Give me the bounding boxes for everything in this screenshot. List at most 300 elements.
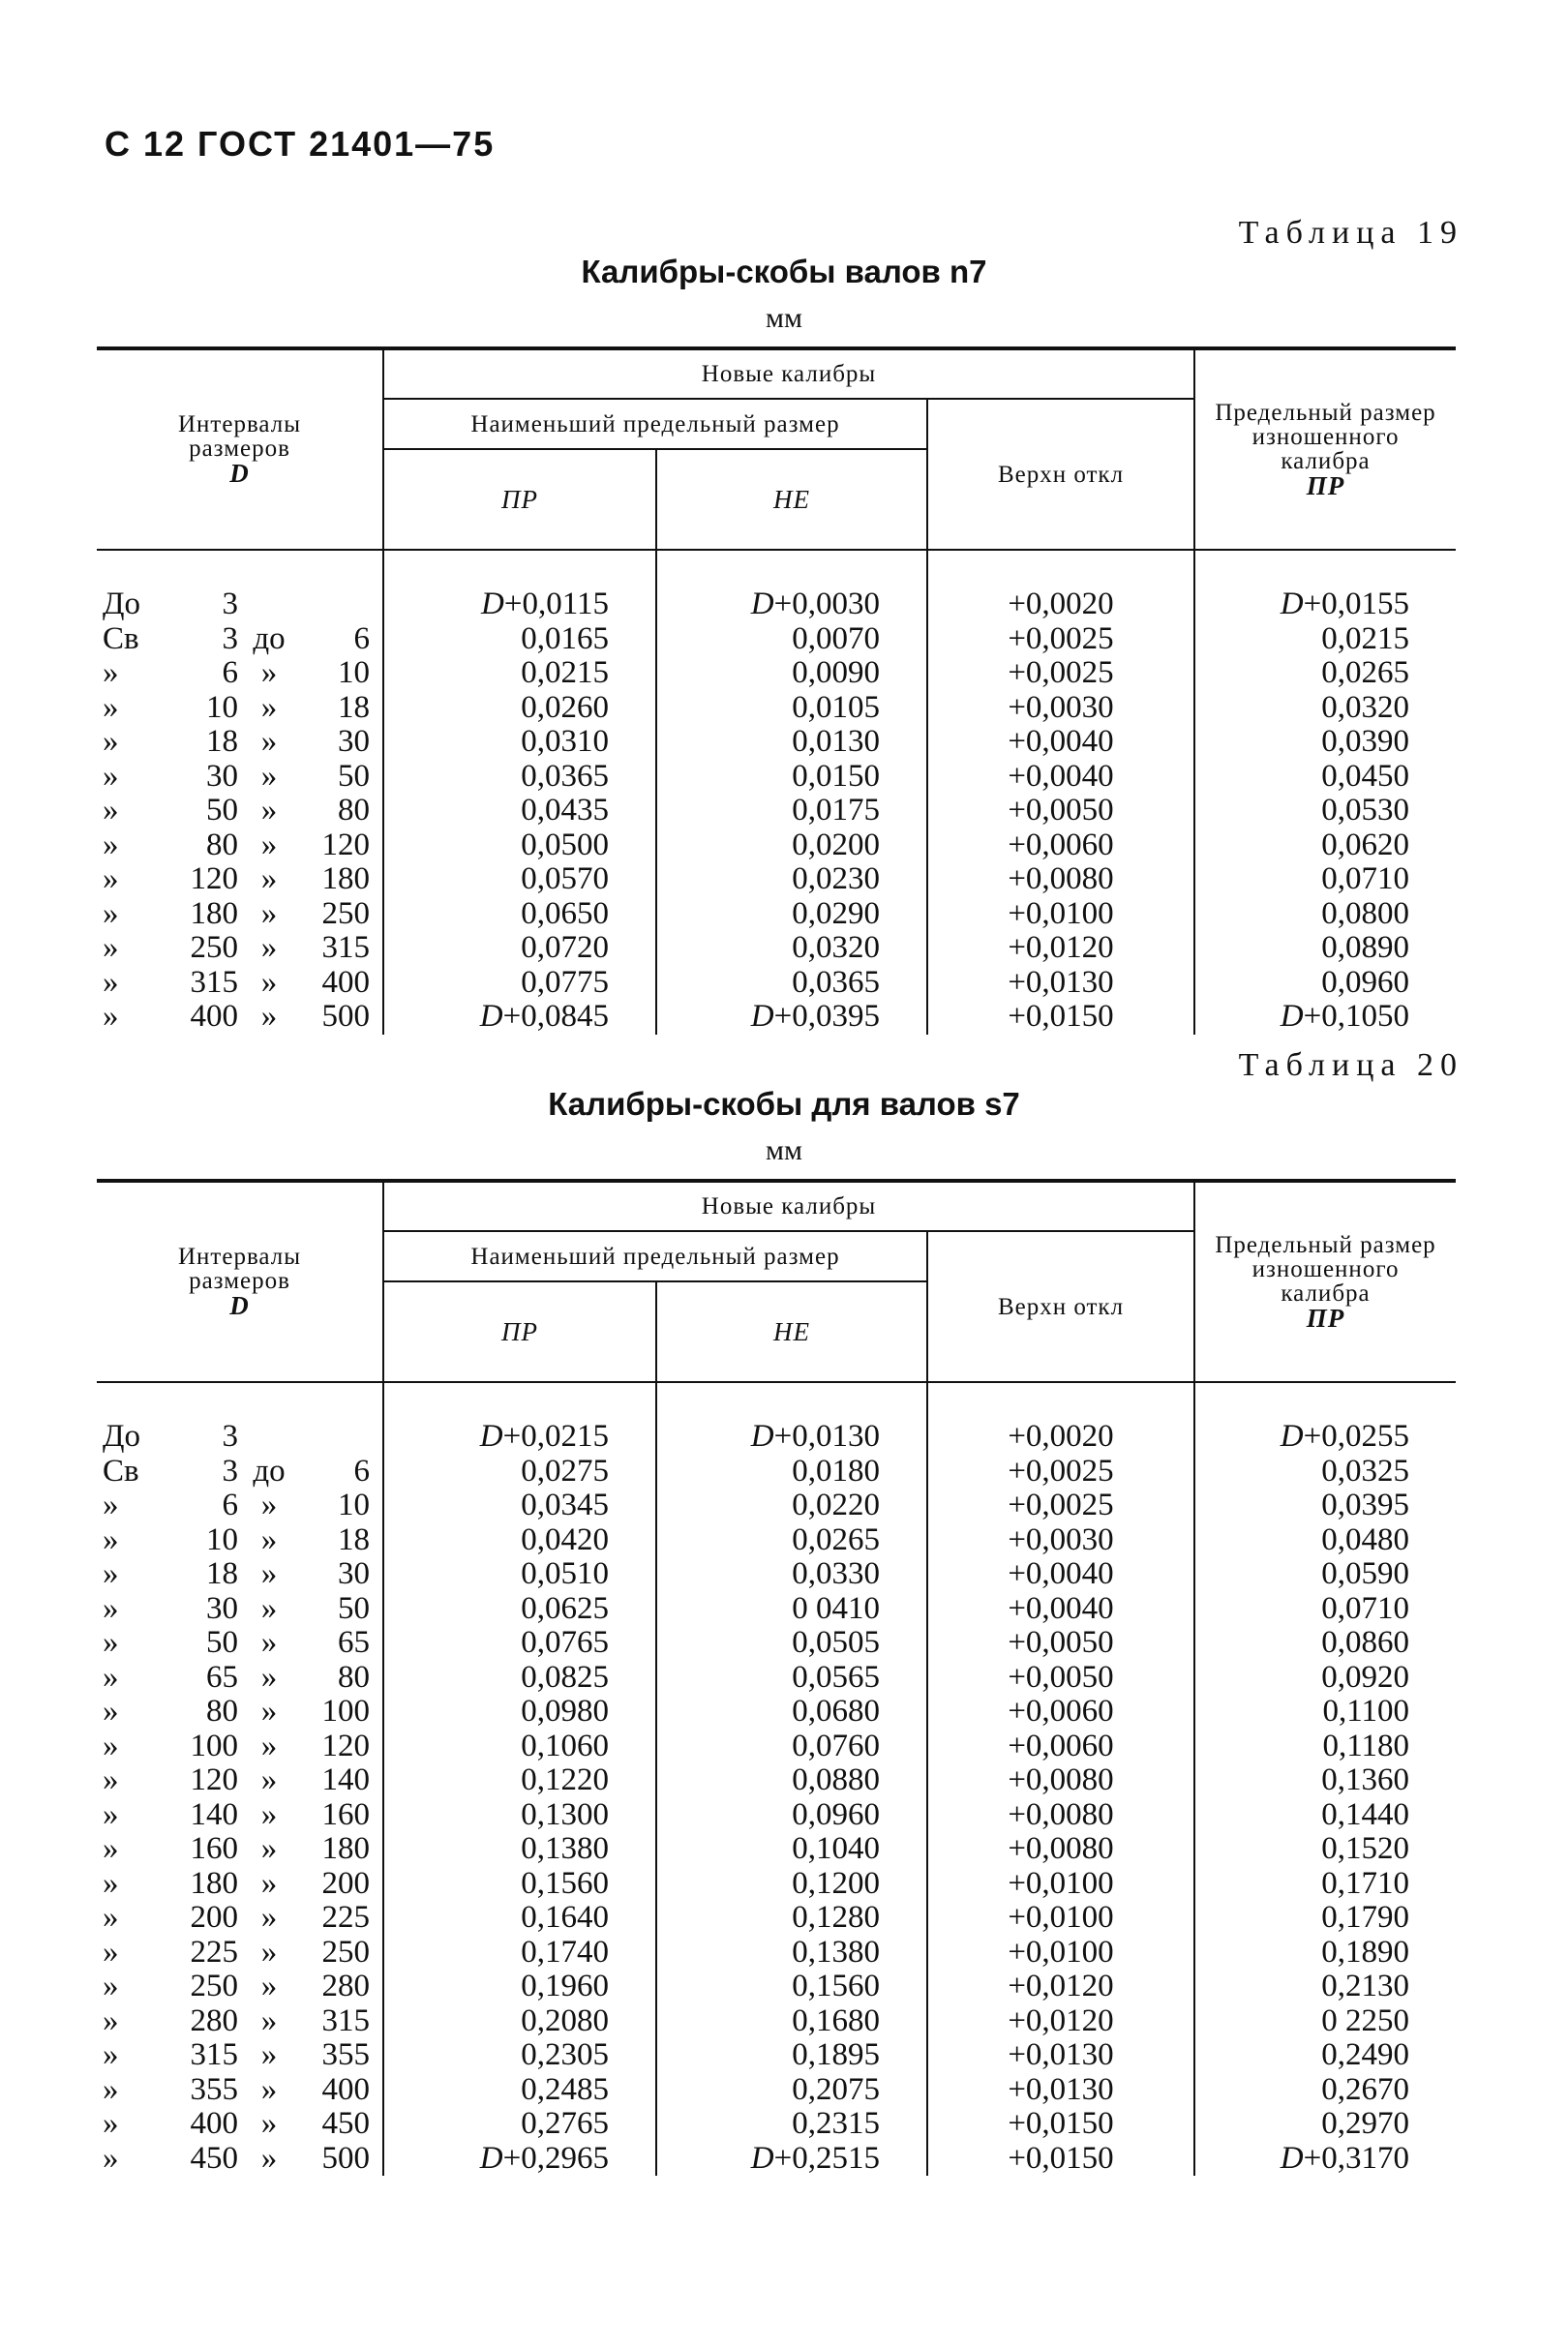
table-row — [97, 691, 1456, 726]
pr-value: 0,1560 — [383, 1867, 656, 1902]
upper-dev-value: +0,0060 — [927, 1695, 1194, 1730]
upper-dev-value: +0,0040 — [927, 1557, 1194, 1592]
pr-value — [383, 1382, 656, 1455]
interval-from: 100 — [190, 1728, 238, 1763]
interval-cell — [97, 794, 383, 828]
upper-dev-value: +0,0050 — [927, 1661, 1194, 1696]
ne-value: 0,0565 — [656, 1661, 927, 1696]
table-row — [97, 2004, 1456, 2039]
size-symbol: D — [1280, 587, 1304, 621]
pr-value: 0,2080 — [383, 2004, 656, 2039]
interval-sep: » — [260, 1900, 278, 1935]
pr-value — [383, 2142, 656, 2177]
interval-cell — [97, 1730, 383, 1764]
interval-to: 50 — [338, 758, 370, 794]
interval-range — [103, 691, 370, 726]
interval-range — [103, 862, 370, 897]
interval-range — [103, 725, 370, 760]
size-symbol: D — [481, 587, 504, 621]
pr-value: 0,1740 — [383, 1936, 656, 1971]
interval-cell — [97, 1798, 383, 1833]
interval-from: 10 — [206, 1521, 238, 1557]
worn-value: 0,0265 — [1321, 655, 1410, 690]
worn-value: 0,2970 — [1321, 2106, 1410, 2141]
interval-from: 180 — [190, 895, 238, 931]
interval-range — [103, 1455, 370, 1490]
interval-sep: » — [260, 1590, 278, 1626]
interval-to: 30 — [338, 1556, 370, 1591]
interval-cell — [97, 1832, 383, 1867]
interval-sep: » — [260, 1659, 278, 1695]
interval-to: 10 — [338, 1488, 370, 1522]
pr-value: 0,0650 — [383, 897, 656, 932]
value-text: +0,1050 — [1303, 999, 1410, 1034]
ne-value: 0,0760 — [656, 1730, 927, 1764]
interval-to: 100 — [321, 1694, 370, 1729]
interval-from: 315 — [190, 2037, 238, 2072]
interval-to: 80 — [338, 793, 370, 828]
value-text: +0,2965 — [502, 2140, 609, 2176]
worn-value — [1194, 550, 1456, 622]
interval-range — [103, 1489, 370, 1523]
worn-value: 0,0800 — [1321, 895, 1410, 931]
interval-to: 120 — [321, 1728, 370, 1763]
upper-dev-value: +0,0030 — [927, 1523, 1194, 1558]
pr-value: 0,2305 — [383, 2038, 656, 2073]
interval-sep: » — [260, 1762, 278, 1797]
interval-sep: » — [260, 1796, 278, 1832]
intervals-header: Интервалы размеров D — [97, 348, 383, 550]
pr-value: 0,1220 — [383, 1763, 656, 1798]
interval-range — [103, 1592, 370, 1627]
size-symbol: D — [1280, 1419, 1304, 1454]
ne-value: 0,0070 — [656, 622, 927, 657]
min-limit-header: Наименьший предельный размер — [383, 1231, 927, 1281]
upper-dev-value: +0,0040 — [927, 1592, 1194, 1627]
interval-cell — [97, 1867, 383, 1902]
page-header: С 12 ГОСТ 21401—75 — [105, 124, 496, 164]
pr-value: 0,0500 — [383, 828, 656, 863]
ne-value: 0,0330 — [656, 1557, 927, 1592]
interval-prefix: » — [103, 689, 119, 725]
interval-from: 3 — [222, 1453, 238, 1489]
table-20 — [97, 1179, 1456, 2176]
table-row — [97, 1695, 1456, 1730]
pr-value — [383, 550, 656, 622]
table-19 — [97, 346, 1456, 1035]
table-row — [97, 1592, 1456, 1627]
new-gauges-header: Новые калибры — [383, 348, 1194, 399]
interval-cell — [97, 1455, 383, 1490]
ne-value: 0,1040 — [656, 1832, 927, 1867]
interval-prefix: » — [103, 1900, 119, 1935]
ne-value: 0,0290 — [656, 897, 927, 932]
worn-value: 0,0860 — [1321, 1625, 1410, 1660]
table-row — [97, 1867, 1456, 1902]
ne-value: 0,0230 — [656, 862, 927, 897]
ne-value — [656, 1000, 927, 1035]
worn-value: 0,0325 — [1321, 1453, 1410, 1489]
interval-prefix: Св — [103, 620, 139, 656]
interval-prefix: Св — [103, 1453, 139, 1489]
interval-range — [103, 1695, 370, 1730]
interval-range — [103, 931, 370, 966]
worn-value: 0,0960 — [1321, 964, 1410, 1000]
interval-range — [103, 1557, 370, 1592]
upper-dev-value: +0,0020 — [927, 1382, 1194, 1455]
pr-value: 0,2485 — [383, 2073, 656, 2108]
interval-prefix: » — [103, 1796, 119, 1832]
interval-to: 225 — [321, 1900, 370, 1935]
interval-range — [103, 760, 370, 795]
upper-dev-value: +0,0050 — [927, 1626, 1194, 1661]
pr-value: 0,1060 — [383, 1730, 656, 1764]
value-text: +0,0030 — [773, 587, 880, 621]
table-row — [97, 1970, 1456, 2004]
upper-dev-value: +0,0030 — [927, 691, 1194, 726]
upper-dev-value: +0,0025 — [927, 1455, 1194, 1490]
interval-to: 315 — [321, 2002, 370, 2038]
interval-prefix: До — [103, 587, 141, 621]
interval-to: 250 — [321, 1934, 370, 1970]
upper-dev-header: Верхн откл — [927, 1231, 1194, 1382]
table-20-label: Таблица 20 — [1238, 1047, 1463, 1083]
pr-value: 0,1640 — [383, 1901, 656, 1936]
interval-from: 450 — [190, 2140, 238, 2176]
worn-value: 0 2250 — [1321, 2002, 1410, 2038]
interval-sep: » — [260, 724, 278, 759]
interval-prefix: » — [103, 999, 119, 1034]
interval-from: 18 — [206, 724, 238, 759]
interval-cell — [97, 1661, 383, 1696]
ne-value: 0,0680 — [656, 1695, 927, 1730]
interval-sep: » — [260, 861, 278, 896]
upper-dev-value: +0,0150 — [927, 2107, 1194, 2142]
worn-value: 0,0320 — [1321, 689, 1410, 725]
interval-to: 400 — [321, 2071, 370, 2107]
size-symbol: D — [479, 2140, 503, 2176]
interval-range — [103, 1420, 370, 1455]
interval-range — [103, 2004, 370, 2039]
interval-to: 160 — [321, 1796, 370, 1832]
upper-dev-value: +0,0020 — [927, 550, 1194, 622]
size-symbol: D — [750, 587, 774, 621]
interval-sep: » — [260, 827, 278, 862]
interval-sep: » — [260, 689, 278, 725]
interval-cell — [97, 2142, 383, 2177]
worn-value: 0,2670 — [1321, 2071, 1410, 2107]
size-symbol: D — [750, 2140, 774, 2176]
interval-range — [103, 897, 370, 932]
interval-to: 6 — [353, 1453, 370, 1489]
interval-prefix: » — [103, 1865, 119, 1901]
interval-range — [103, 828, 370, 863]
interval-sep: » — [260, 1831, 278, 1866]
interval-prefix: » — [103, 2140, 119, 2176]
interval-from: 120 — [190, 1762, 238, 1797]
pr-header: ПР — [383, 1281, 656, 1382]
worn-value: 0,0710 — [1321, 861, 1410, 896]
interval-cell — [97, 1523, 383, 1558]
upper-dev-value: +0,0130 — [927, 2038, 1194, 2073]
ne-value: 0,1380 — [656, 1936, 927, 1971]
ne-value — [656, 1382, 927, 1455]
table-row — [97, 1901, 1456, 1936]
new-gauges-header: Новые калибры — [383, 1181, 1194, 1231]
upper-dev-value: +0,0080 — [927, 862, 1194, 897]
table-row — [97, 1798, 1456, 1833]
ne-value: 0,0105 — [656, 691, 927, 726]
value-text: +0,0845 — [502, 999, 609, 1034]
interval-from: 50 — [206, 793, 238, 828]
table-row — [97, 828, 1456, 863]
interval-from: 80 — [206, 827, 238, 862]
interval-from: 225 — [190, 1934, 238, 1970]
ne-value: 0 0410 — [656, 1592, 927, 1627]
interval-cell — [97, 2038, 383, 2073]
interval-cell — [97, 1592, 383, 1627]
interval-sep: » — [260, 1969, 278, 2003]
ne-value: 0,0150 — [656, 760, 927, 795]
interval-from: 80 — [206, 1694, 238, 1729]
worn-value: 0,0450 — [1321, 758, 1410, 794]
interval-cell — [97, 1382, 383, 1455]
interval-range — [103, 1867, 370, 1902]
ne-value — [656, 2142, 927, 2177]
worn-value: 0,0710 — [1321, 1590, 1410, 1626]
interval-sep: » — [260, 2002, 278, 2038]
table-19-units: мм — [766, 302, 802, 334]
interval-prefix: » — [103, 724, 119, 759]
worn-value: 0,1100 — [1322, 1694, 1410, 1729]
upper-dev-value: +0,0025 — [927, 1489, 1194, 1523]
value-text: +0,2515 — [773, 2140, 880, 2176]
ne-value: 0,0220 — [656, 1489, 927, 1523]
interval-prefix: » — [103, 1659, 119, 1695]
size-symbol: D — [1280, 2140, 1304, 2176]
interval-range — [103, 2107, 370, 2142]
interval-to: 18 — [338, 689, 370, 725]
pr-value: 0,0275 — [383, 1455, 656, 1490]
interval-from: 400 — [190, 999, 238, 1034]
interval-sep: » — [260, 1865, 278, 1901]
interval-from: 6 — [222, 655, 238, 690]
pr-value: 0,0165 — [383, 622, 656, 657]
interval-from: 3 — [222, 620, 238, 656]
table-row — [97, 2142, 1456, 2177]
interval-sep: » — [260, 930, 278, 965]
worn-value: 0,0590 — [1321, 1556, 1410, 1591]
interval-range — [103, 2038, 370, 2073]
pr-value — [383, 1000, 656, 1035]
interval-from: 400 — [190, 2106, 238, 2141]
table-row — [97, 862, 1456, 897]
pr-value: 0,0825 — [383, 1661, 656, 1696]
value-text: +0,0255 — [1303, 1419, 1410, 1454]
interval-cell — [97, 691, 383, 726]
pr-value: 0,0310 — [383, 725, 656, 760]
worn-limit-header: Предельный размер изношенного калибра ПР — [1194, 348, 1456, 550]
table-row — [97, 760, 1456, 795]
interval-to: 450 — [321, 2106, 370, 2141]
interval-prefix: » — [103, 1556, 119, 1591]
interval-prefix: » — [103, 758, 119, 794]
interval-prefix: » — [103, 1590, 119, 1626]
worn-value: 0,0620 — [1321, 827, 1410, 862]
interval-sep: до — [253, 1453, 286, 1489]
upper-dev-value: +0,0060 — [927, 828, 1194, 863]
value-text: +0,0130 — [773, 1419, 880, 1454]
interval-from: 50 — [206, 1625, 238, 1660]
table-row — [97, 1489, 1456, 1523]
upper-dev-value: +0,0080 — [927, 1832, 1194, 1867]
interval-range — [103, 587, 370, 622]
interval-range — [103, 2142, 370, 2177]
interval-range — [103, 794, 370, 828]
upper-dev-value: +0,0025 — [927, 656, 1194, 691]
interval-sep: » — [260, 2037, 278, 2072]
ne-value: 0,2075 — [656, 2073, 927, 2108]
upper-dev-value: +0,0100 — [927, 1901, 1194, 1936]
table-row — [97, 1832, 1456, 1867]
interval-prefix: » — [103, 1625, 119, 1660]
interval-prefix: » — [103, 1969, 119, 2003]
pr-value: 0,0570 — [383, 862, 656, 897]
interval-sep: до — [253, 620, 286, 656]
interval-cell — [97, 656, 383, 691]
value-text: +0,3170 — [1303, 2140, 1410, 2176]
interval-cell — [97, 725, 383, 760]
upper-dev-value: +0,0060 — [927, 1730, 1194, 1764]
worn-value: 0,0920 — [1321, 1659, 1410, 1695]
table-19-label: Таблица 19 — [1238, 215, 1463, 251]
interval-cell — [97, 966, 383, 1001]
interval-cell — [97, 2004, 383, 2039]
interval-prefix: » — [103, 930, 119, 965]
interval-range — [103, 1763, 370, 1798]
worn-value: 0,0890 — [1321, 930, 1410, 965]
table-row — [97, 897, 1456, 932]
upper-dev-value: +0,0120 — [927, 2004, 1194, 2039]
interval-cell — [97, 622, 383, 657]
interval-from: 140 — [190, 1796, 238, 1832]
pr-value: 0,0765 — [383, 1626, 656, 1661]
worn-limit-header: Предельный размер изношенного калибра ПР — [1194, 1181, 1456, 1382]
pr-value: 0,0420 — [383, 1523, 656, 1558]
interval-range — [103, 1832, 370, 1867]
interval-range — [103, 1901, 370, 1936]
worn-value — [1194, 1382, 1456, 1455]
interval-to: 315 — [321, 930, 370, 965]
worn-value — [1194, 2142, 1456, 2177]
interval-sep: » — [260, 793, 278, 828]
pr-value: 0,0625 — [383, 1592, 656, 1627]
interval-from: 120 — [190, 861, 238, 896]
interval-from: 3 — [222, 587, 238, 621]
intervals-header: Интервалы размеров D — [97, 1181, 383, 1382]
interval-cell — [97, 1970, 383, 2004]
upper-dev-value: +0,0080 — [927, 1798, 1194, 1833]
upper-dev-value: +0,0120 — [927, 931, 1194, 966]
ne-value: 0,0130 — [656, 725, 927, 760]
interval-prefix: » — [103, 2106, 119, 2141]
pr-value: 0,1960 — [383, 1970, 656, 2004]
interval-sep: » — [260, 1625, 278, 1660]
interval-range — [103, 1798, 370, 1833]
worn-value: 0,1440 — [1321, 1796, 1410, 1832]
interval-sep: » — [260, 2140, 278, 2176]
interval-cell — [97, 931, 383, 966]
interval-sep: » — [260, 1694, 278, 1729]
interval-to: 6 — [353, 620, 370, 656]
interval-from: 30 — [206, 758, 238, 794]
interval-to: 500 — [321, 999, 370, 1034]
interval-cell — [97, 550, 383, 622]
interval-prefix: » — [103, 895, 119, 931]
ne-header: НЕ — [656, 1281, 927, 1382]
interval-cell — [97, 828, 383, 863]
interval-to: 500 — [321, 2140, 370, 2176]
interval-sep: » — [260, 1934, 278, 1970]
interval-sep: » — [260, 999, 278, 1034]
table-row — [97, 1000, 1456, 1035]
interval-range — [103, 622, 370, 657]
upper-dev-value: +0,0040 — [927, 760, 1194, 795]
ne-value: 0,1680 — [656, 2004, 927, 2039]
interval-prefix: » — [103, 1762, 119, 1797]
interval-to: 355 — [321, 2037, 370, 2072]
ne-value: 0,0180 — [656, 1455, 927, 1490]
worn-value: 0,0480 — [1321, 1521, 1410, 1557]
table-row — [97, 1455, 1456, 1490]
ne-value: 0,2315 — [656, 2107, 927, 2142]
interval-sep: » — [260, 895, 278, 931]
table-row — [97, 1730, 1456, 1764]
interval-from: 315 — [190, 964, 238, 1000]
interval-sep: » — [260, 1488, 278, 1522]
interval-range — [103, 2073, 370, 2108]
interval-cell — [97, 760, 383, 795]
interval-from: 10 — [206, 689, 238, 725]
ne-value: 0,0365 — [656, 966, 927, 1001]
interval-range — [103, 1661, 370, 1696]
worn-value: 0,2490 — [1321, 2037, 1410, 2072]
ne-value — [656, 550, 927, 622]
ne-value: 0,0880 — [656, 1763, 927, 1798]
interval-from: 250 — [190, 1969, 238, 2003]
pr-value: 0,0365 — [383, 760, 656, 795]
interval-cell — [97, 897, 383, 932]
table-19-title: Калибры-скобы валов n7 — [581, 254, 987, 289]
upper-dev-value: +0,0100 — [927, 1867, 1194, 1902]
upper-dev-value: +0,0100 — [927, 897, 1194, 932]
upper-dev-value: +0,0040 — [927, 725, 1194, 760]
size-symbol: D — [750, 999, 774, 1034]
interval-sep: » — [260, 1521, 278, 1557]
interval-sep: » — [260, 655, 278, 690]
table-20-units: мм — [766, 1134, 802, 1166]
interval-range — [103, 1626, 370, 1661]
ne-value: 0,0320 — [656, 931, 927, 966]
table-row — [97, 622, 1456, 657]
interval-to: 140 — [321, 1762, 370, 1797]
worn-value: 0,0395 — [1321, 1488, 1410, 1522]
upper-dev-value: +0,0120 — [927, 1970, 1194, 2004]
interval-range — [103, 1936, 370, 1971]
interval-from: 18 — [206, 1556, 238, 1591]
interval-prefix: » — [103, 655, 119, 690]
ne-value: 0,1200 — [656, 1867, 927, 1902]
